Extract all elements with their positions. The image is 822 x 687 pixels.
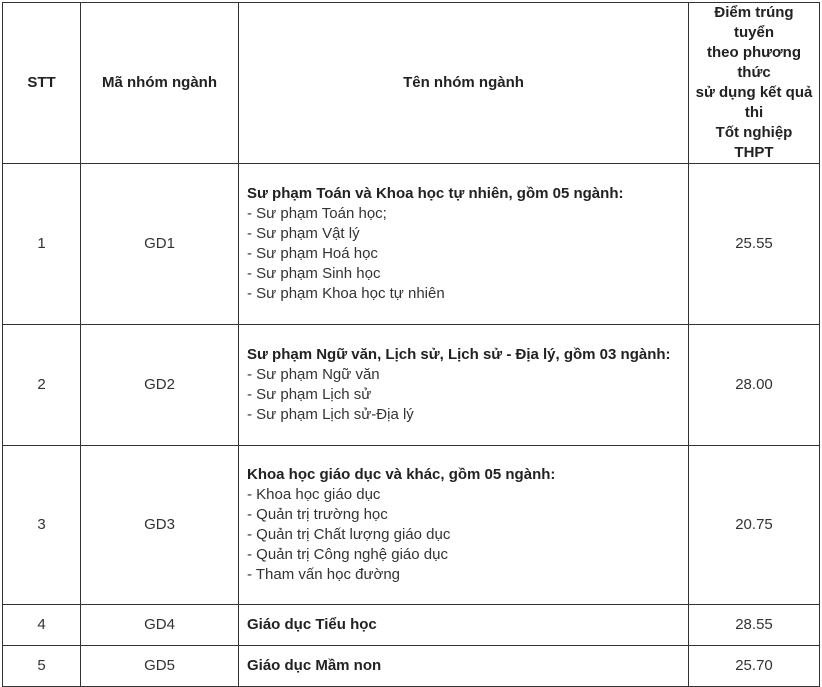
header-code: Mã nhóm ngành <box>81 3 239 164</box>
header-score-line: Tốt nghiệp THPT <box>715 124 793 161</box>
group-title: Giáo dục Tiểu học <box>247 616 377 633</box>
row-stt: 1 <box>3 164 81 325</box>
major-item: - Sư phạm Vật lý <box>247 225 360 242</box>
table-row <box>3 605 820 646</box>
row-code: GD1 <box>81 164 239 325</box>
row-score: 25.55 <box>689 164 820 325</box>
group-title: Khoa học giáo dục và khác, gồm 05 ngành: <box>247 466 556 483</box>
table-row <box>3 164 820 325</box>
table-row <box>3 325 820 446</box>
header-score-line: sử dụng kết quả <box>695 84 813 101</box>
row-stt: 2 <box>3 325 81 446</box>
header-score-line: Điểm trúng tuyển <box>714 4 794 41</box>
row-name-cell <box>239 325 689 446</box>
major-item: - Sư phạm Ngữ văn <box>247 366 380 383</box>
row-score: 28.55 <box>689 605 820 646</box>
row-code: GD2 <box>81 325 239 446</box>
major-item: - Sư phạm Lịch sử-Địa lý <box>247 406 414 423</box>
header-stt: STT <box>3 3 81 164</box>
group-title: Sư phạm Toán và Khoa học tự nhiên, gồm 05 ngành: <box>247 185 624 202</box>
row-score: 25.70 <box>689 646 820 687</box>
major-item: - Sư phạm Khoa học tự nhiên <box>247 285 445 302</box>
row-name-cell <box>239 164 689 325</box>
group-title: Sư phạm Ngữ văn, Lịch sử, Lịch sử - Địa lý, gồm 03 ngành: <box>247 346 671 363</box>
row-code: GD3 <box>81 446 239 605</box>
major-item: - Khoa học giáo dục <box>247 486 381 503</box>
major-item: - Quản trị trường học <box>247 506 388 523</box>
header-score-line: theo phương <box>706 44 801 61</box>
major-item: - Sư phạm Lịch sử <box>247 386 372 403</box>
header-score-line: thi <box>744 104 764 121</box>
row-score: 28.00 <box>689 325 820 446</box>
major-item: - Quản trị Công nghệ giáo dục <box>247 546 448 563</box>
major-item: - Tham vấn học đường <box>247 566 401 583</box>
row-name-cell <box>239 605 689 646</box>
header-score <box>689 3 820 164</box>
group-title: Giáo dục Mầm non <box>247 657 382 674</box>
major-item: - Sư phạm Toán học; <box>247 205 387 222</box>
row-stt: 4 <box>3 605 81 646</box>
row-name-cell <box>239 446 689 605</box>
row-code: GD5 <box>81 646 239 687</box>
major-item: - Sư phạm Sinh học <box>247 265 381 282</box>
table-row <box>3 446 820 605</box>
admission-scores-table <box>2 2 820 687</box>
row-code: GD4 <box>81 605 239 646</box>
major-item: - Sư phạm Hoá học <box>247 245 378 262</box>
header-name: Tên nhóm ngành <box>239 3 689 164</box>
row-name-cell <box>239 646 689 687</box>
table-row <box>3 646 820 687</box>
row-score: 20.75 <box>689 446 820 605</box>
table-header-row <box>3 3 820 164</box>
major-item: - Quản trị Chất lượng giáo dục <box>247 526 451 543</box>
row-stt: 5 <box>3 646 81 687</box>
header-score-line: thức <box>737 64 771 81</box>
row-stt: 3 <box>3 446 81 605</box>
